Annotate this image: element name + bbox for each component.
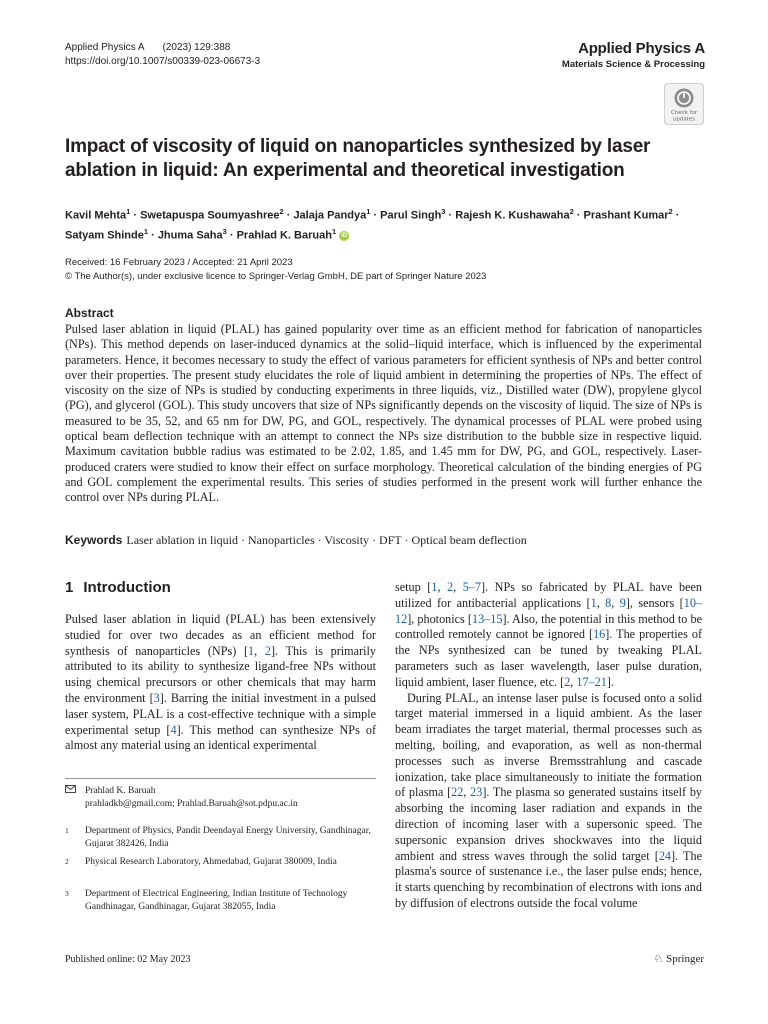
- affiliation-marker: 2: [668, 207, 673, 216]
- publisher-logo: [653, 952, 704, 965]
- envelope-icon: [65, 785, 85, 798]
- citation-link[interactable]: 3: [153, 690, 160, 705]
- section-number: 1: [65, 579, 74, 596]
- affiliation-marker: 2: [279, 207, 284, 216]
- publisher-name: Springer: [666, 953, 704, 965]
- affiliation-marker: 1: [143, 226, 149, 236]
- author-name[interactable]: Rajesh K. Kushawaha: [455, 209, 570, 222]
- affiliation-marker: 3: [222, 226, 227, 236]
- journal-name: Applied Physics A: [65, 42, 145, 53]
- author-name[interactable]: Satyam Shinde: [65, 229, 144, 242]
- brand-subtitle: Materials Science & Processing: [561, 59, 705, 70]
- intro-left-column: [65, 612, 376, 754]
- affiliation-marker: 2: [569, 207, 574, 216]
- author-name[interactable]: Prashant Kumar: [583, 209, 669, 222]
- keywords: [65, 533, 527, 548]
- author-list: Kavil Mehta$^1$ · Swetapuspa Soumyashree$^2$ · Jalaja Pandya$^1$ · Parul Singh$^3$ · Rajesh K. Kushawaha$^2$ · Prashant Kumar$^2$ · Satyam Shinde$^1$ · Jhuma Saha$^3$ · Prahlad K. Baruah$^1$ iD: [65, 207, 680, 242]
- citation-link[interactable]: 2: [564, 674, 571, 689]
- affiliation-marker: 3: [441, 207, 446, 216]
- abstract-text: Pulsed laser ablation in liquid (PLAL) has gained popularity over time as an efficient method for fabrication of nanoparticles (NPs). This method depends on laser-induced dynamics at the solid–liquid interface, which is influenced by the experimental parameters. Hence, it becomes necessary to study the effect of various parameters for efficient synthesis of NPs and better control over their properties. The present study elucidates the role of liquid ambient in determining the properties of NPs. The effect of viscosity on the size of NPs is studied by conducting experiments in three liquids, viz., Distilled water (DW), propylene glycol (PG), and glycerol (GOL). This study uncovers that size of NPs significantly depends on the viscosity of liquid. The size of NPs is measured to be 35, 52, and 65 nm for DW, PG, and GOL, respectively. The dynamical processes of PLAL were probed using optical beam deflection technique with an attempt to connect the NPs size distribution to the bubble size in respective liquid. Maximum cavitation bubble radius was estimated to be 2.02, 1.85, and 1.45 mm for DW, PG, and GOL, respectively. Laser-produced craters were studied to know their effect on surface morphology. Theoretical calculation of the binding energies of PG and GOL complement the experimental results. This series of studies performed in the present work will further enhance the control over NPs during PLAL.: [65, 322, 702, 505]
- springer-horse-icon: ♘: [653, 953, 664, 965]
- author-name[interactable]: Jalaja Pandya: [293, 209, 367, 222]
- received-accepted: Received: 16 February 2023 / Accepted: 21 April 2023: [65, 257, 293, 268]
- citation-link[interactable]: 5–7: [462, 580, 481, 594]
- affiliation-marker: 1: [366, 207, 371, 216]
- affiliation-marker: 1: [331, 226, 337, 236]
- citation-link[interactable]: 16: [593, 627, 606, 642]
- author-name[interactable]: Swetapuspa Soumyashree: [140, 209, 280, 222]
- affiliation-1: 1 Department of Physics, Pandit Deendayal Energy University, Gandhinagar, Gujarat 382426, India: [65, 826, 371, 850]
- author-name[interactable]: Parul Singh: [380, 209, 442, 222]
- keywords-label: Keywords: [65, 533, 123, 547]
- citation-link[interactable]: 22: [451, 785, 464, 800]
- citation-link[interactable]: 1: [248, 643, 255, 658]
- author-name[interactable]: Kavil Mehta: [65, 209, 127, 222]
- copyright-line: © The Author(s), under exclusive licence to Springer-Verlag GmbH, DE part of Springer Nature 2023: [65, 271, 487, 282]
- check-for-updates-badge[interactable]: [664, 83, 704, 125]
- citation-link[interactable]: 4: [170, 722, 177, 737]
- citation-link[interactable]: 17–21: [576, 674, 607, 689]
- citation-link[interactable]: 24: [658, 848, 671, 863]
- running-header: [65, 41, 260, 69]
- affiliation-2: 2 Physical Research Laboratory, Ahmedabad, Gujarat 380009, India: [65, 857, 337, 867]
- orcid-icon[interactable]: iD: [341, 233, 348, 240]
- article-title: Impact of viscosity of liquid on nanoparticles synthesized by laser ablation in liquid: An experimental and theoretical investigation: [65, 136, 651, 181]
- affiliation-marker: 1: [126, 207, 131, 216]
- author-name[interactable]: Jhuma Saha: [157, 229, 223, 242]
- corresponding-name: Prahlad K. Baruah: [85, 786, 156, 796]
- intro-paragraph-1-cont: setup [1, 2, 5–7]. NPs so fabricated by PLAL have been utilized for antibacterial applications [1, 8, 9], sensors [10–12], photonics [13–15]. Also, the potential in this method to be controlled remotely cannot be ignored [16]. The properties of the NPs synthesized can be tuned by tweaking PLAL parameters such as laser wavelength, laser pulse duration, liquid ambient, laser fluence, etc. [2, 17–21].: [395, 580, 703, 689]
- volume-info: (2023) 129:388: [162, 42, 231, 53]
- svg-text:Check for: Check for: [670, 110, 698, 116]
- svg-text:updates: updates: [672, 116, 696, 123]
- article-dates: [65, 256, 486, 284]
- intro-paragraph-1: Pulsed laser ablation in liquid (PLAL) has been extensively studied for over two decades as an efficient method for synthesis of nanoparticles (NPs) [1, 2]. This is primarily attributed to its ability to synthesize ligand-free NPs without using chemical precursors or other chemicals that may harm the environment [3]. Barring the initial investment in a pulsed laser system, PLAL is a cost-effective technique with a simple experimental setup [4]. This method can synthesize NPs of almost any material using an identical experimental: [65, 612, 377, 753]
- citation-link[interactable]: 8: [605, 595, 612, 610]
- citation-link[interactable]: 1: [431, 580, 438, 594]
- intro-right-column: [395, 580, 702, 912]
- intro-paragraph-2: During PLAL, an intense laser pulse is focused onto a solid target material immersed in a liquid ambient. As the laser beam irradiates the target material, thermal processes such as melting, boiling, and evaporation, as well as non-thermal processes such as inverse Bremsstrahlung and cascade ionization, take place simultaneously to initiate the formation of plasma [22, 23]. The plasma so generated sustains itself by absorbing the incoming laser radiation and expands in the direction of incoming laser with a supersonic speed. The supersonic expansion drives shockwaves into the liquid ambient and stress waves through the solid target [24]. The plasma's source of sustenance i.e., the laser pulse ends; hence, it starts quenching by recombination of electrons with ions and by diffusion of electrons outside the focal volume: [395, 690, 703, 910]
- citation-link[interactable]: 2: [447, 580, 454, 594]
- citation-link[interactable]: 10–12: [395, 595, 702, 626]
- doi-link[interactable]: https://doi.org/10.1007/s00339-023-06673-3: [65, 56, 261, 67]
- affiliation-3: 3 Department of Electrical Engineering, Indian Institute of Technology Gandhinagar, Gandhinagar, Gujarat 382055, India: [65, 889, 348, 913]
- keywords-list: Laser ablation in liquid · Nanoparticles · Viscosity · DFT · Optical beam deflection: [126, 533, 527, 547]
- published-online: Published online: 02 May 2023: [65, 954, 191, 965]
- citation-link[interactable]: 23: [470, 785, 483, 800]
- citation-link[interactable]: 13–15: [471, 611, 503, 626]
- abstract-heading: Abstract: [65, 306, 114, 320]
- section-title: Introduction: [83, 579, 171, 596]
- citation-link[interactable]: 2: [264, 643, 271, 658]
- footnote-divider: [65, 778, 376, 779]
- journal-brand: [562, 40, 705, 70]
- citation-link[interactable]: 9: [619, 595, 626, 610]
- brand-title: Applied Physics A: [578, 40, 705, 57]
- check-for-updates-icon: [664, 83, 704, 125]
- author-name[interactable]: Prahlad K. Baruah: [236, 229, 332, 242]
- corresponding-emails[interactable]: prahladkb@gmail.com; Prahlad.Baruah@sot.pdpu.ac.in: [85, 799, 298, 810]
- citation-link[interactable]: 1: [590, 595, 597, 610]
- corresponding-author: [65, 785, 376, 812]
- section-heading-introduction: [65, 579, 171, 596]
